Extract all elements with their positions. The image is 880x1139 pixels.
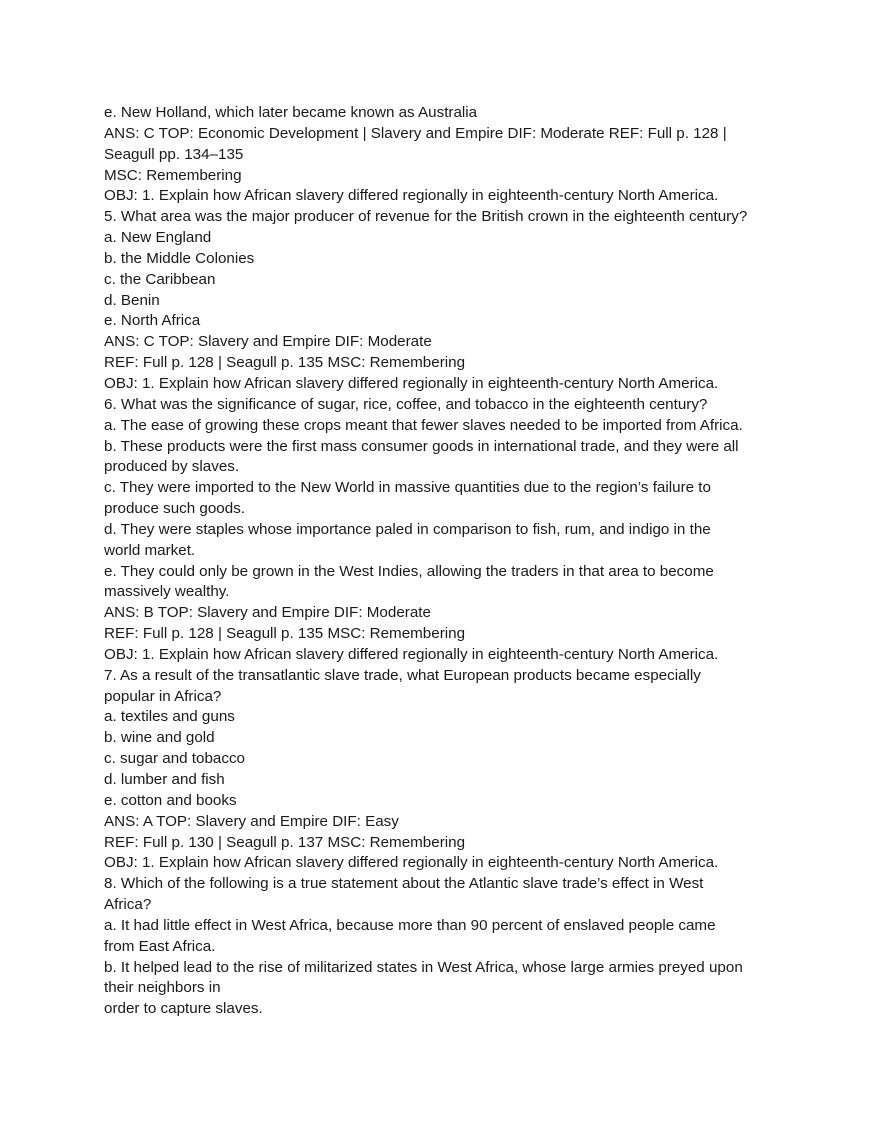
text-line: REF: Full p. 130 | Seagull p. 137 MSC: Remembering xyxy=(104,833,466,851)
text-line: 5. What area was the major producer of revenue for the British crown in the eighteenth century? xyxy=(104,208,748,226)
text-line: OBJ: 1. Explain how African slavery differed regionally in eighteenth-century North America. xyxy=(104,187,719,205)
text-line: a. The ease of growing these crops meant that fewer slaves needed to be imported from Africa. xyxy=(104,416,743,434)
text-line: world market. xyxy=(104,541,196,559)
text-line: 8. Which of the following is a true statement about the Atlantic slave trade’s effect in West xyxy=(104,875,704,893)
text-line: e. New Holland, which later became known as Australia xyxy=(104,104,478,121)
text-line: c. sugar and tobacco xyxy=(104,750,245,768)
text-line: a. New England xyxy=(104,229,212,247)
text-line: ANS: C TOP: Slavery and Empire DIF: Moderate xyxy=(104,333,432,351)
text-line: OBJ: 1. Explain how African slavery differed regionally in eighteenth-century North America. xyxy=(104,645,719,663)
text-line: Africa? xyxy=(104,896,152,914)
text-line: produced by slaves. xyxy=(104,458,240,476)
text-line: b. It helped lead to the rise of militarized states in West Africa, whose large armies preyed upon xyxy=(104,958,743,976)
text-line: Seagull pp. 134–135 xyxy=(104,145,244,163)
text-line: 7. As a result of the transatlantic slave trade, what European products became especially xyxy=(104,666,701,684)
text-line: OBJ: 1. Explain how African slavery differed regionally in eighteenth-century North America. xyxy=(104,854,719,872)
text-line: c. the Caribbean xyxy=(104,270,216,288)
text-line: REF: Full p. 128 | Seagull p. 135 MSC: Remembering xyxy=(104,625,466,643)
text-line: b. the Middle Colonies xyxy=(104,249,255,267)
text-line: order to capture slaves. xyxy=(104,1000,263,1018)
text-line: ANS: C TOP: Economic Development | Slavery and Empire DIF: Moderate REF: Full p. 128 | xyxy=(104,124,727,142)
text-line: b. wine and gold xyxy=(104,729,215,747)
text-line: OBJ: 1. Explain how African slavery differed regionally in eighteenth-century North America. xyxy=(104,374,719,392)
text-line: popular in Africa? xyxy=(104,687,222,705)
text-line: e. cotton and books xyxy=(104,791,237,809)
text-line: produce such goods. xyxy=(104,500,246,518)
text-line: from East Africa. xyxy=(104,937,216,955)
text-line: REF: Full p. 128 | Seagull p. 135 MSC: Remembering xyxy=(104,354,466,372)
text-line: massively wealthy. xyxy=(104,583,230,601)
text-line: their neighbors in xyxy=(104,979,221,997)
document-page xyxy=(104,103,794,1020)
text-line: d. Benin xyxy=(104,291,160,309)
text-line: d. They were staples whose importance paled in comparison to fish, rum, and indigo in the xyxy=(104,520,711,538)
text-line: b. These products were the first mass consumer goods in international trade, and they were all xyxy=(104,437,739,455)
text-line: e. They could only be grown in the West Indies, allowing the traders in that area to become xyxy=(104,562,714,580)
text-line: c. They were imported to the New World in massive quantities due to the region’s failure to xyxy=(104,479,711,497)
text-line: 6. What was the significance of sugar, rice, coffee, and tobacco in the eighteenth century? xyxy=(104,395,708,413)
text-line: a. It had little effect in West Africa, because more than 90 percent of enslaved people came xyxy=(104,916,716,934)
text-line: d. lumber and fish xyxy=(104,771,225,788)
text-line: MSC: Remembering xyxy=(104,166,242,184)
text-line: a. textiles and guns xyxy=(104,708,235,726)
text-line: ANS: A TOP: Slavery and Empire DIF: Easy xyxy=(104,812,399,830)
text-line: ANS: B TOP: Slavery and Empire DIF: Moderate xyxy=(104,604,431,622)
text-line: e. North Africa xyxy=(104,312,201,330)
